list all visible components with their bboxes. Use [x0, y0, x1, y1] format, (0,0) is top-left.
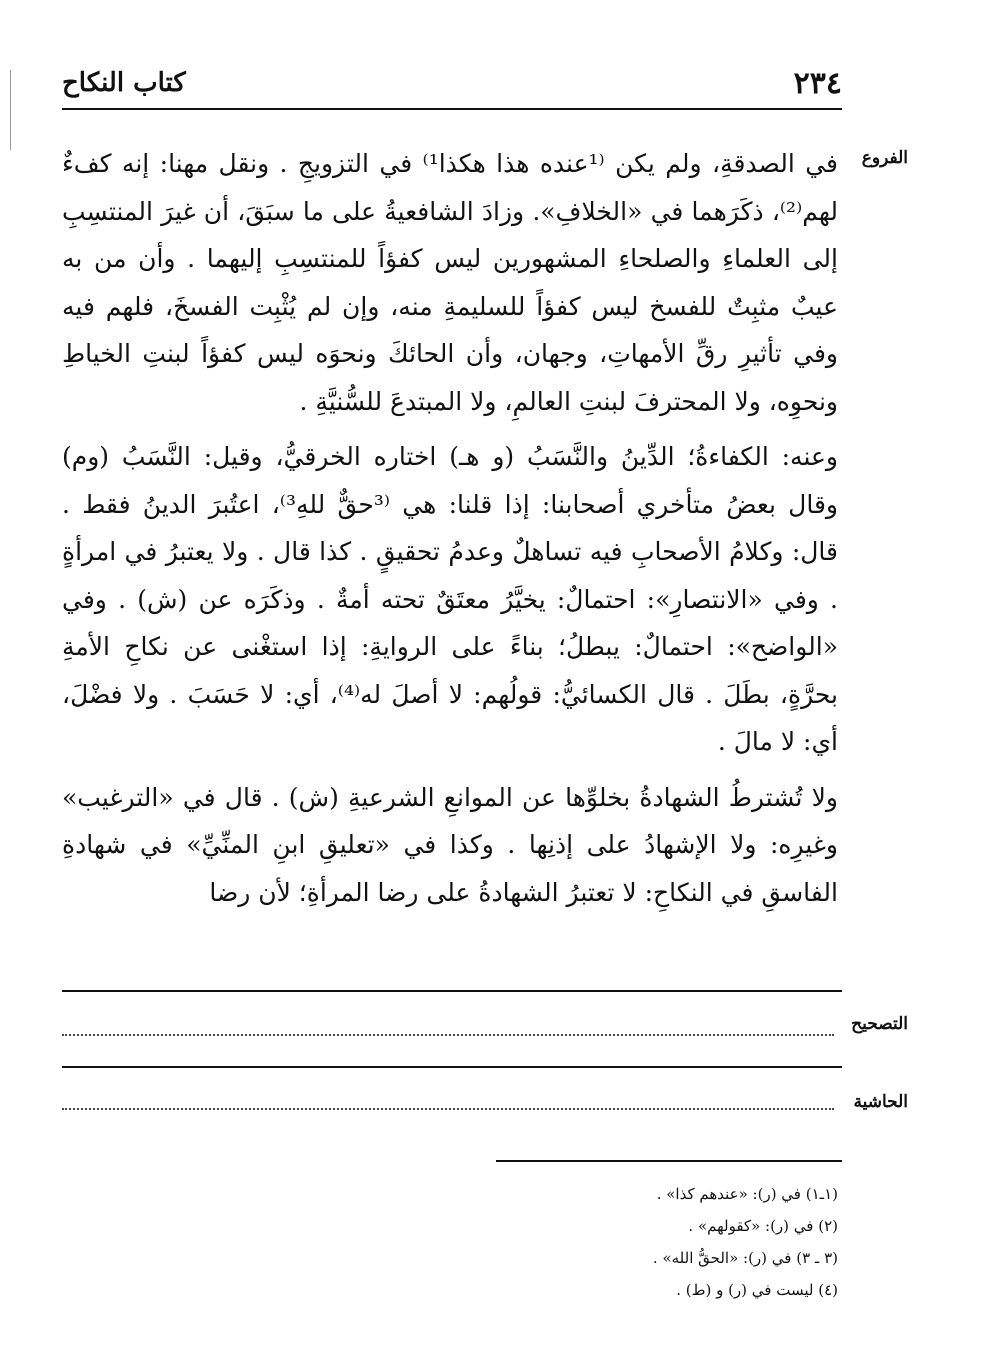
footnotes: [400, 1178, 838, 1306]
header-rule: [62, 108, 842, 110]
footnote-rule: [496, 1160, 842, 1162]
paragraph-1: في الصدقةِ، ولم يكن ⁽¹عنده هذا هكذا¹⁾ في التزويجِ . ونقل مهنا: إنه كفءٌ لهم⁽²⁾، ذكَرَهما في «الخلافِ». وزادَ الشافعيةُ على ما سبَقَ، أن غيرَ المنتسِبِ إلى العلماءِ والصلحاءِ المشهورين ليس كفؤاً للمنتسِبِ إليهما . وأن من به عيبٌ مثبِتٌ للفسخ ليس كفؤاً للسليمةِ منه، وإن لم يُثْبِت الفسخَ، فلهم فيه وفي تأثيرِ رقِّ الأمهاتِ، وجهان، وأن الحائكَ ونحوَه ليس كفؤاً لبنتِ الخياطِ ونحوِه، ولا المحترفَ لبنتِ العالمِ، ولا المبتدعَ للسُّنيَّةِ .: [62, 149, 838, 416]
tashih-label: التصحيح: [851, 1014, 908, 1034]
footnote-4: (٤) ليست في (ر) و (ط) .: [676, 1281, 838, 1299]
section-label: الفروع: [861, 148, 908, 168]
paragraph-3: ولا تُشترطُ الشهادةُ بخلوِّها عن الموانعِ الشرعيةِ (ش) . قال في «الترغيب» وغيرِه: ولا الإشهادُ على إذنِها . وكذا في «تعليقِ ابنِ المنِّيِّ» في شهادةِ الفاسقِ في النكاحِ: لا تعتبرُ الشهادةُ على رضا المرأةِ؛ لأن رضا: [62, 782, 838, 907]
footnote-1: (١ـ١) في (ر): «عندهم كذا» .: [656, 1185, 838, 1203]
page-number: ٢٣٤: [793, 66, 842, 101]
page-header: [62, 62, 842, 106]
footnote-2: (٢) في (ر): «كقولهم» .: [688, 1217, 838, 1235]
running-title: كتاب النكاح: [62, 68, 186, 98]
main-text: [62, 140, 838, 924]
tashih-dotted-line: [62, 1034, 834, 1036]
paragraph-2: وعنه: الكفاءةُ؛ الدِّينُ والنَّسَبُ (و هـ) اختاره الخرقيُّ، وقيل: النَّسَبُ (وم) وقال بعضُ متأخري أصحابنا: إذا قلنا: هي ⁽³حقٌّ للهِ³⁾، اعتُبرَ الدينُ فقط . قال: وكلامُ الأصحابِ فيه تساهلٌ وعدمُ تحقيقٍ . كذا قال . ولا يعتبرُ في امرأةٍ . وفي «الانتصارِ»: احتمالٌ: يخيَّرُ معتَقٌ تحته أمةٌ . وذكَرَه عن (ش) . وفي «الواضح»: احتمالٌ: يبطلُ؛ بناءً على الروايةِ: إذا استغْنى عن نكاحِ الأمةِ بحرَّةٍ، بطَلَ . قال الكسائيُّ: قولُهم: لا أصلَ له⁽⁴⁾، أي: لا حَسَبَ . ولا فضْلَ، أي: لا مالَ .: [62, 442, 839, 756]
hashiya-dotted-line: [62, 1108, 834, 1110]
footnote-3: (٣ ـ ٣) في (ر): «الحقُّ الله» .: [652, 1249, 838, 1267]
hashiya-label: الحاشية: [853, 1092, 908, 1112]
hashiya-rule: [62, 1066, 842, 1068]
scan-edge-artifact: [10, 70, 11, 150]
tashih-rule: [62, 990, 842, 992]
